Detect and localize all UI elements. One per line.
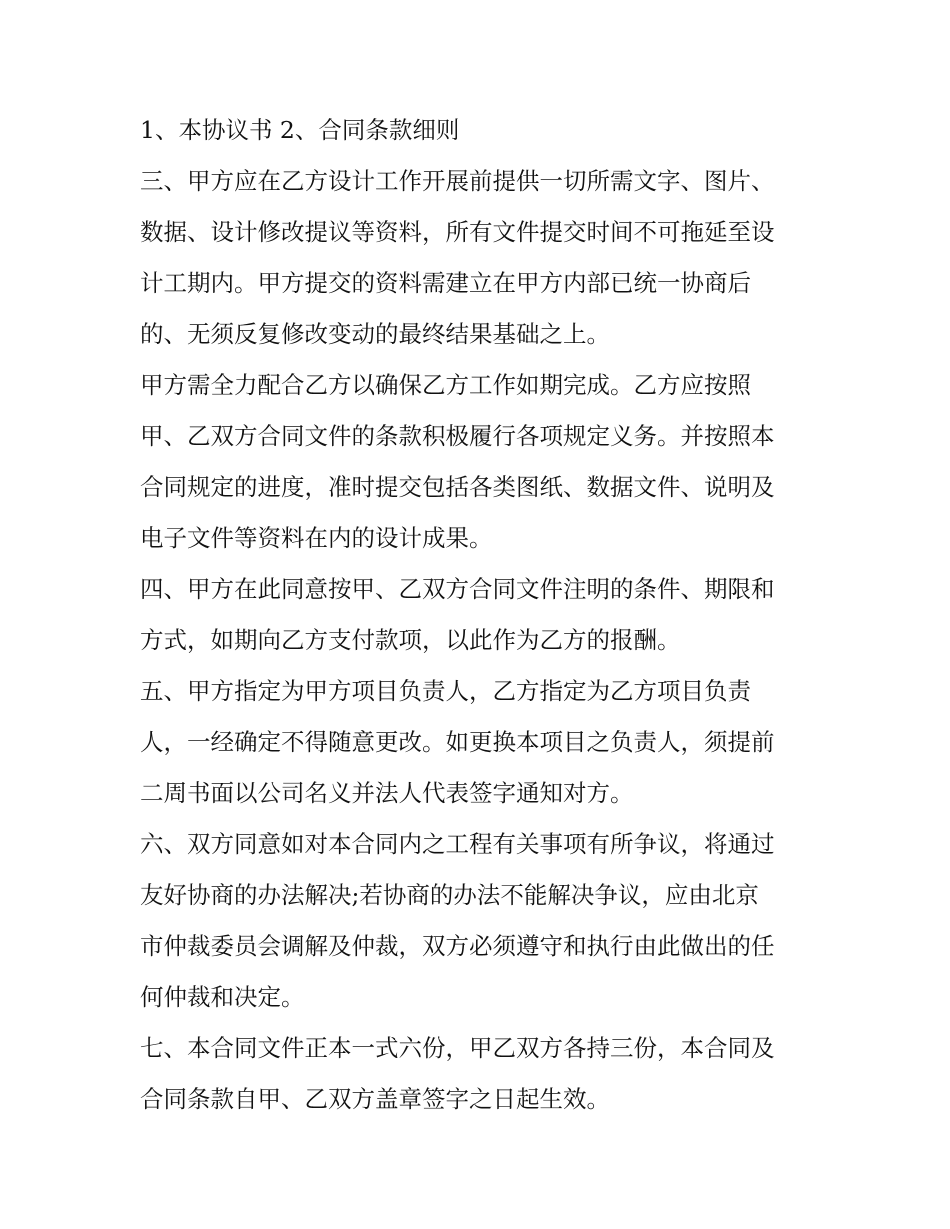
text-line: 甲方需全力配合乙方以确保乙方工作如期完成。乙方应按照 — [140, 371, 751, 399]
text-line: 五、甲方指定为甲方项目负责人，乙方指定为乙方项目负责 — [140, 677, 751, 705]
text-line: 三、甲方应在乙方设计工作开展前提供一切所需文字、图片、 — [140, 167, 775, 195]
paragraph-clause-7 — [140, 1023, 810, 1125]
text-line: 的、无须反复修改变动的最终结果基础之上。 — [140, 320, 610, 348]
paragraph-clause-3 — [140, 156, 810, 360]
paragraph-cooperation — [140, 360, 810, 564]
text-line: 方式，如期向乙方支付款项，以此作为乙方的报酬。 — [140, 626, 681, 654]
text-line: 友好协商的办法解决;若协商的办法不能解决争议，应由北京 — [140, 881, 759, 909]
text-line: 甲、乙双方合同文件的条款积极履行各项规定义务。并按照本 — [140, 422, 775, 450]
paragraph-attachments — [140, 105, 810, 156]
text-line: 六、双方同意如对本合同内之工程有关事项有所争议，将通过 — [140, 830, 775, 858]
text-line: 合同条款自甲、乙双方盖章签字之日起生效。 — [140, 1085, 610, 1113]
text-line: 七、本合同文件正本一式六份，甲乙双方各持三份，本合同及 — [140, 1034, 775, 1062]
text-line: 计工期内。甲方提交的资料需建立在甲方内部已统一协商后 — [140, 269, 751, 297]
paragraph-clause-6 — [140, 819, 810, 1023]
text-line: 二周书面以公司名义并法人代表签字通知对方。 — [140, 779, 634, 807]
text-line: 何仲裁和决定。 — [140, 983, 305, 1011]
text-line: 数据、设计修改提议等资料，所有文件提交时间不可拖延至设 — [140, 218, 775, 246]
document-body — [140, 105, 810, 1125]
text-line: 人，一经确定不得随意更改。如更换本项目之负责人，须提前 — [140, 728, 775, 756]
text-line: 电子文件等资料在内的设计成果。 — [140, 524, 493, 552]
text-line: 市仲裁委员会调解及仲裁，双方必须遵守和执行由此做出的任 — [140, 932, 775, 960]
text-line: 1、本协议书 2、合同条款细则 — [140, 116, 460, 144]
text-line: 四、甲方在此同意按甲、乙双方合同文件注明的条件、期限和 — [140, 575, 775, 603]
text-line: 合同规定的进度，准时提交包括各类图纸、数据文件、说明及 — [140, 473, 775, 501]
paragraph-clause-4 — [140, 564, 810, 666]
paragraph-clause-5 — [140, 666, 810, 819]
